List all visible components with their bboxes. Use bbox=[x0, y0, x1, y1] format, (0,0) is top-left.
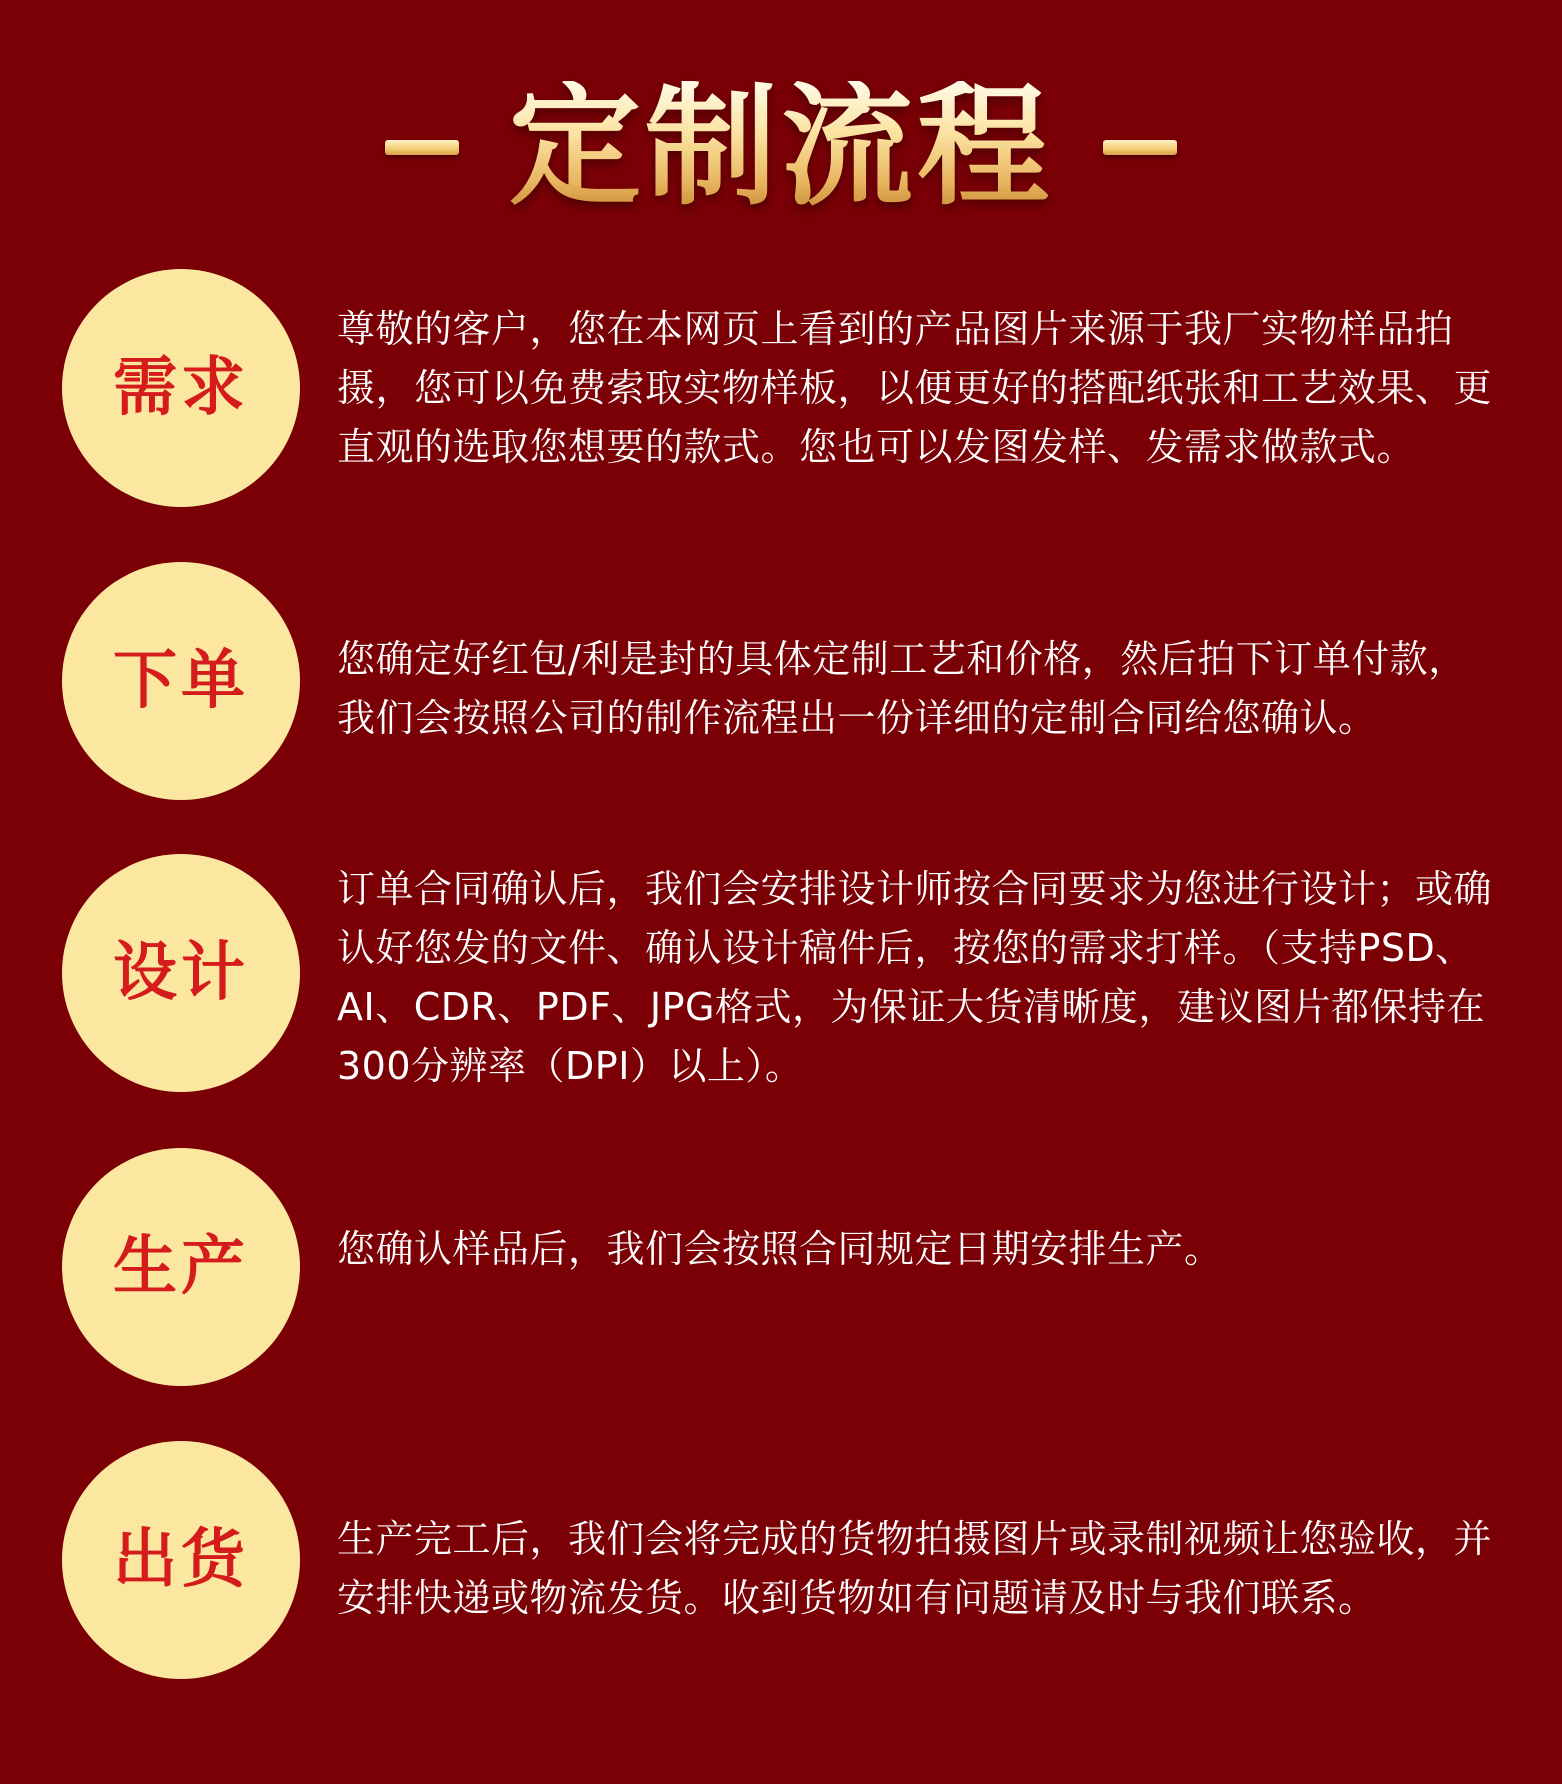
step-circle bbox=[62, 269, 300, 507]
page-title: 定制流程 bbox=[509, 70, 1053, 224]
step-label: 需求 bbox=[113, 351, 249, 425]
step-label: 设计 bbox=[113, 936, 249, 1010]
title-right-dash bbox=[1103, 140, 1177, 155]
step-description: 生产完工后，我们会将完成的货物拍摄图片或录制视频让您验收，并安排快递或物流发货。收到货物如有问题请及时与我们联系。 bbox=[337, 1517, 1493, 1620]
step-circle bbox=[62, 562, 300, 800]
step-description: 您确认样品后，我们会按照合同规定日期安排生产。 bbox=[337, 1227, 1223, 1271]
step-circle bbox=[62, 1441, 300, 1679]
step-description: 尊敬的客户，您在本网页上看到的产品图片来源于我厂实物样品拍摄，您可以免费索取实物样板，以便更好的搭配纸张和工艺效果、更直观的选取您想要的款式。您也可以发图发样、发需求做款式。 bbox=[337, 307, 1493, 469]
step-label: 生产 bbox=[113, 1230, 249, 1304]
title-left-dash bbox=[385, 140, 459, 155]
step-circle bbox=[62, 854, 300, 1092]
step-label: 出货 bbox=[113, 1523, 249, 1597]
step-description: 订单合同确认后，我们会安排设计师按合同要求为您进行设计；或确认好您发的文件、确认设计稿件后，按您的需求打样。（支持PSD、AI、CDR、PDF、JPG格式，为保证大货清晰度，建议图片都保持在300分辨率（DPI）以上）。 bbox=[337, 867, 1493, 1088]
step-circle bbox=[62, 1148, 300, 1386]
step-label: 下单 bbox=[113, 644, 249, 718]
step-description: 您确定好红包/利是封的具体定制工艺和价格，然后拍下订单付款，我们会按照公司的制作流程出一份详细的定制合同给您确认。 bbox=[337, 637, 1467, 740]
page-header bbox=[0, 62, 1562, 232]
